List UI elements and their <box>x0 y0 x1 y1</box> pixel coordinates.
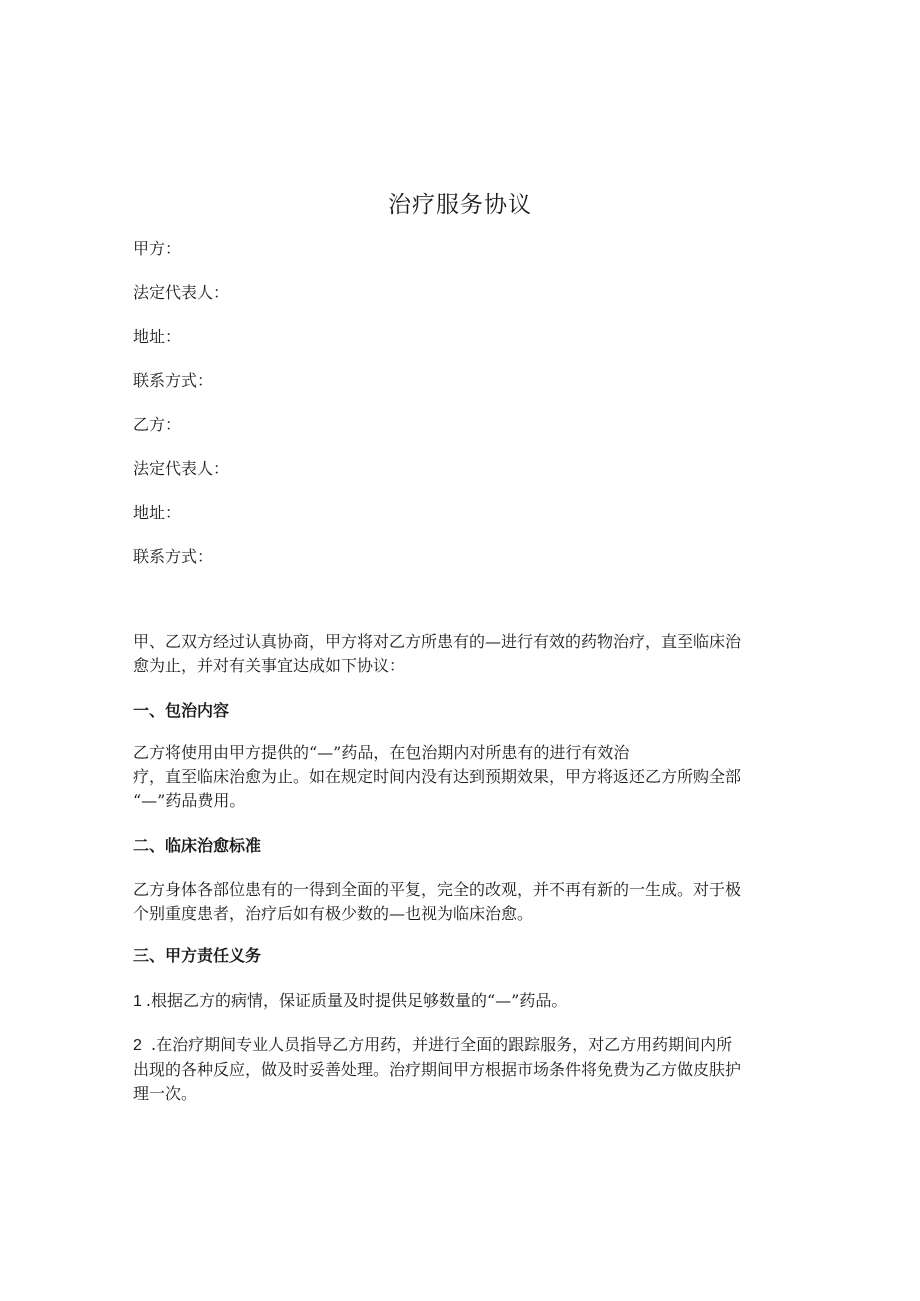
intro-paragraph <box>133 630 781 678</box>
section-3-heading: 三、甲方责任义务 <box>133 946 262 965</box>
section-3-item-1 <box>133 989 781 1014</box>
item-text: 理一次。 <box>133 1084 198 1103</box>
section-2-line: 个别重度患者，治疗后如有极少数的—也视为临床治愈。 <box>133 904 534 923</box>
party-b-contact-label: 联系方式： <box>133 547 214 566</box>
party-b-label: 乙方： <box>133 415 182 434</box>
intro-line: 甲、乙双方经过认真协商，甲方将对乙方所患有的—进行有效的药物治疗，直至临床治 <box>133 632 742 651</box>
section-1-line: 乙方将使用由甲方提供的“—”药品，在包治期内对所患有的进行有效治 <box>133 743 630 762</box>
party-a-contact-label: 联系方式： <box>133 371 214 390</box>
section-2-heading: 二、临床治愈标准 <box>133 836 262 855</box>
document-title: 治疗服务协议 <box>388 192 532 218</box>
item-number: 2 <box>133 1037 142 1054</box>
item-number: 1 <box>133 993 142 1010</box>
section-1-line: “—”药品费用。 <box>133 791 246 810</box>
party-a-label: 甲方： <box>133 239 182 258</box>
item-text: 出现的各种反应，做及时妥善处理。治疗期间甲方根据市场条件将免费为乙方做皮肤护 <box>133 1060 742 1079</box>
party-a-representative-label: 法定代表人： <box>133 283 230 302</box>
section-1-heading: 一、包治内容 <box>133 701 230 720</box>
section-3-item-2 <box>133 1033 781 1106</box>
section-2-line: 乙方身体各部位患有的一得到全面的平复，完全的改观，并不再有新的一生成。对于极 <box>133 880 742 899</box>
item-text: .在治疗期间专业人员指导乙方用药，并进行全面的跟踪服务，对乙方用药期间内所 <box>145 1035 733 1054</box>
party-info-list <box>133 238 229 590</box>
party-b-address-label: 地址： <box>133 503 182 522</box>
section-1-paragraph <box>133 741 781 813</box>
section-2-paragraph <box>133 878 781 926</box>
party-a-address-label: 地址： <box>133 327 182 346</box>
party-b-representative-label: 法定代表人： <box>133 459 230 478</box>
section-1-line: 疗，直至临床治愈为止。如在规定时间内没有达到预期效果，甲方将返还乙方所购全部 <box>133 767 742 786</box>
intro-line: 愈为止，并对有关事宜达成如下协议： <box>133 656 406 675</box>
item-text: .根据乙方的病情，保证质量及时提供足够数量的“—”药品。 <box>145 991 568 1010</box>
